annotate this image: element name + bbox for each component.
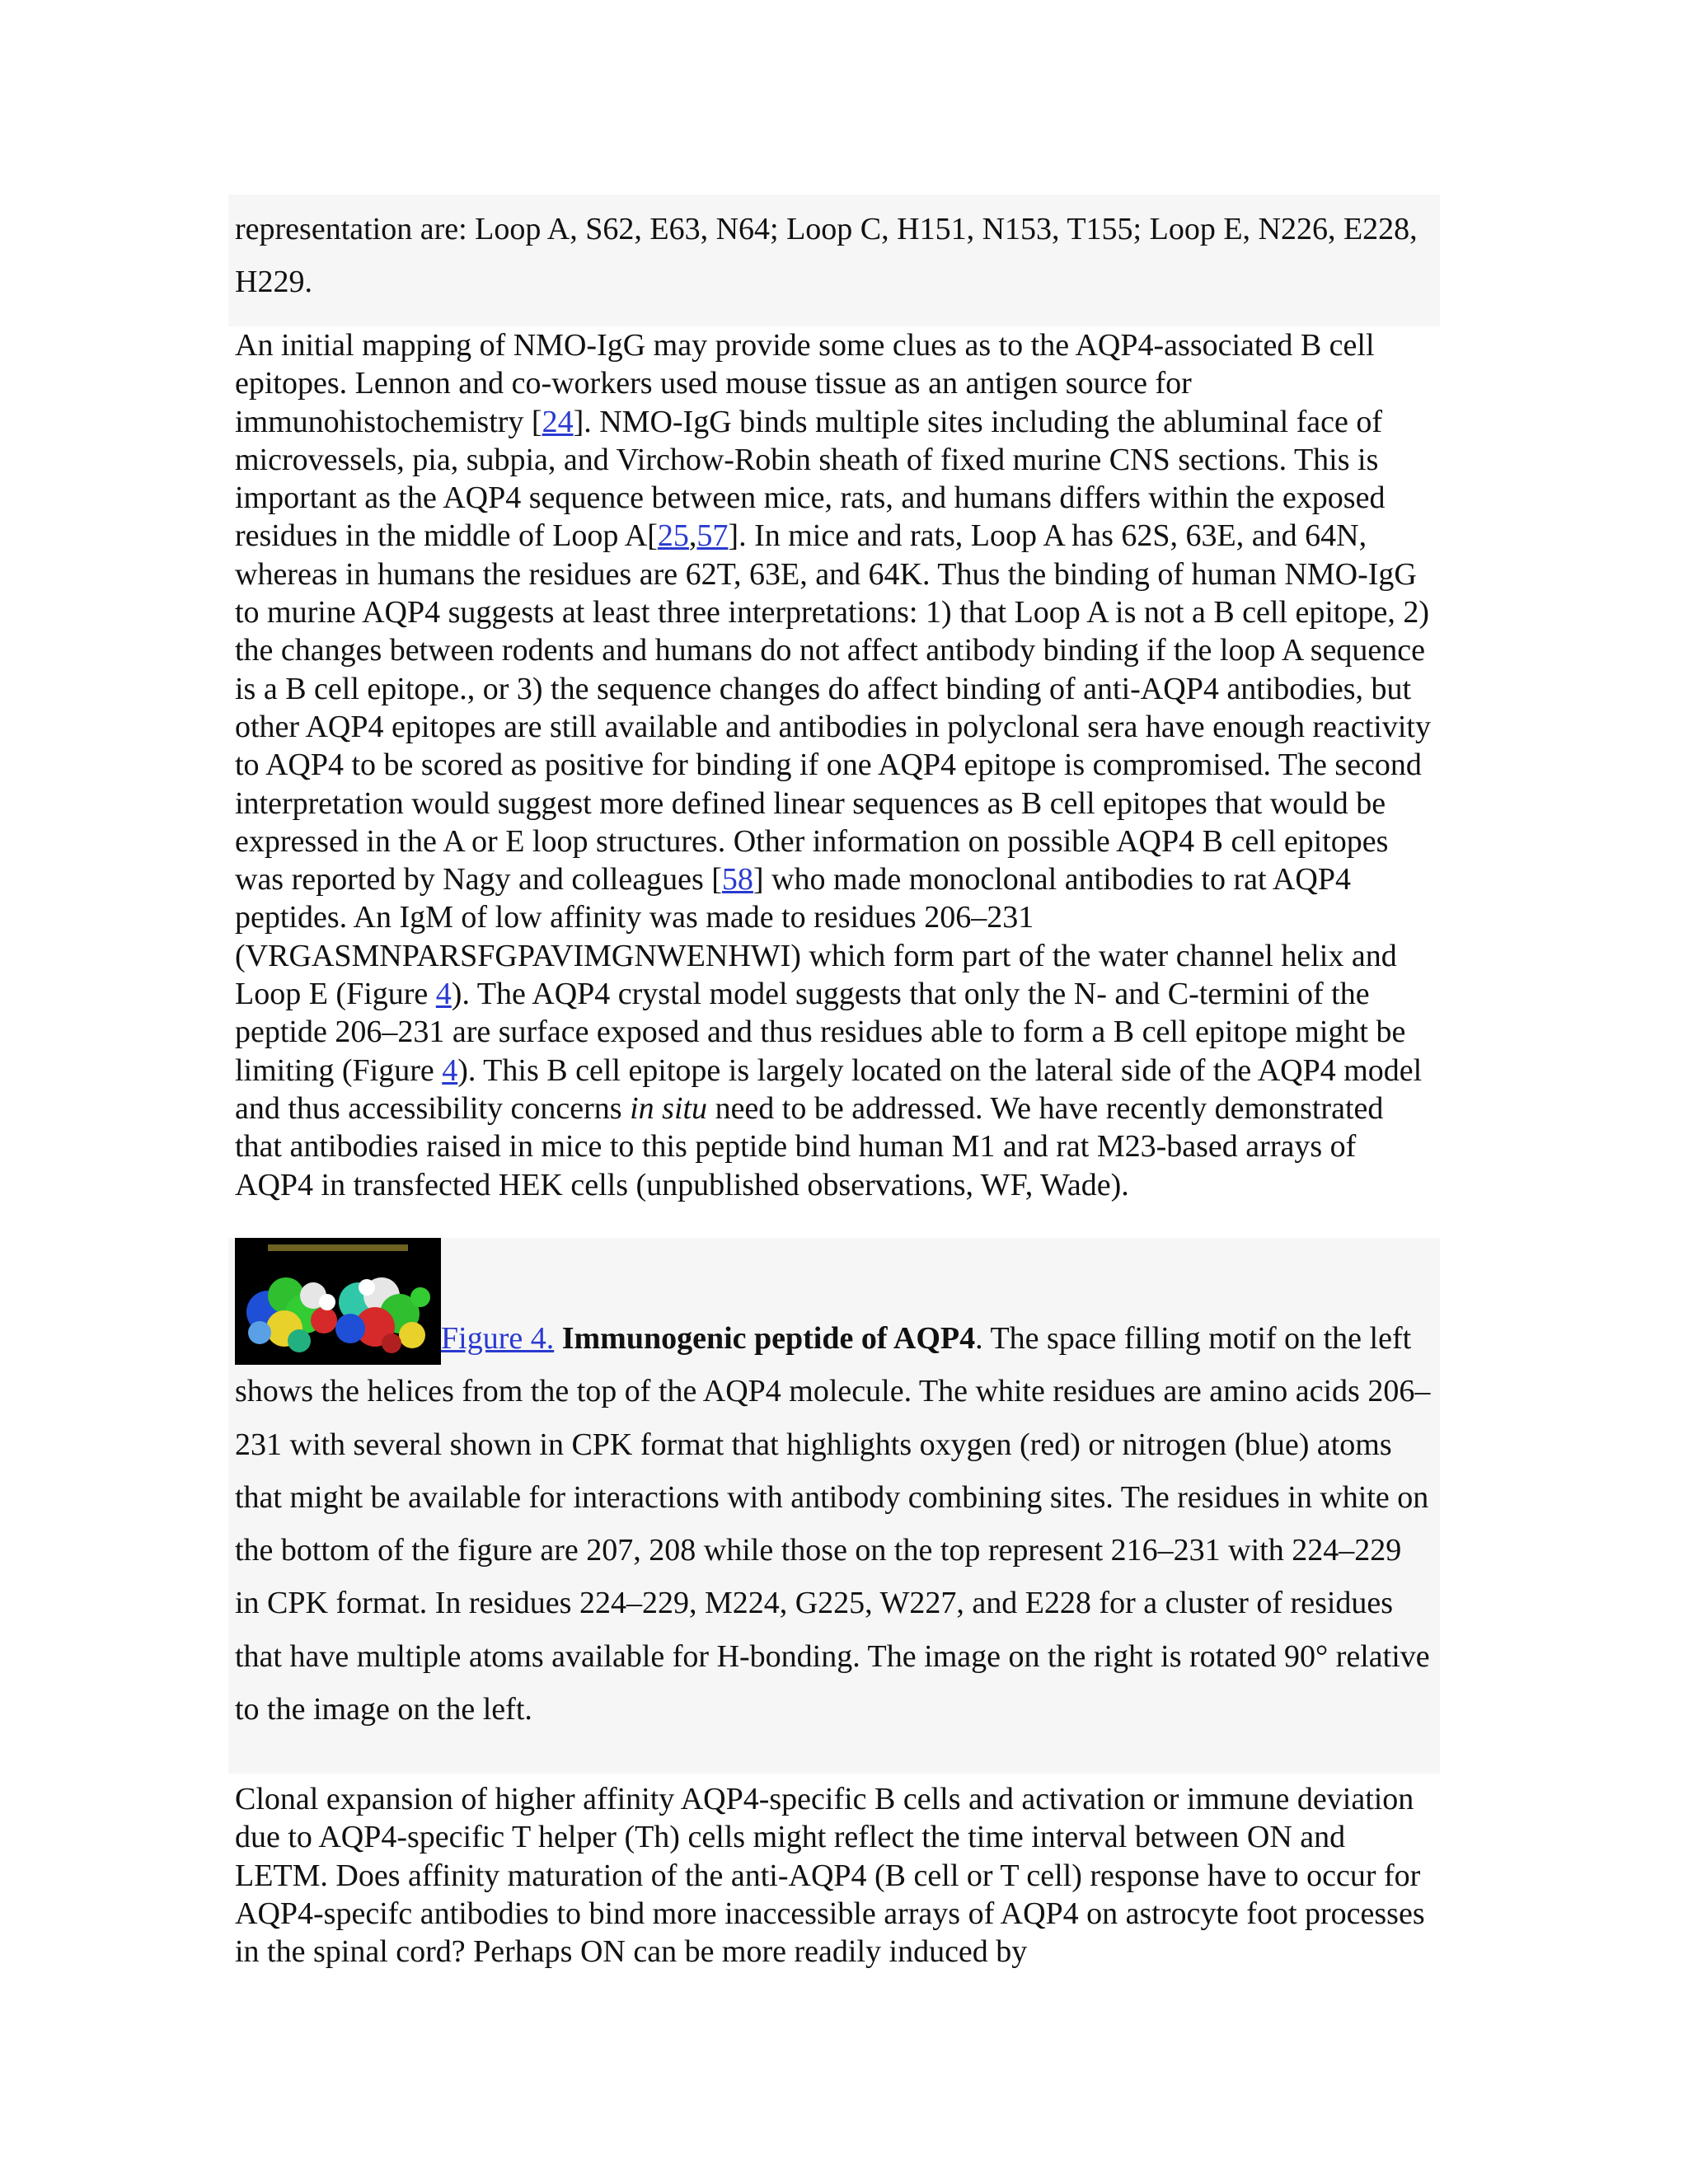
figure-caption-text: . The space filling motif on the left shows the helices from the top of the AQP4 molecule. The white residues are amino acids 206–231 with several shown in CPK format that highlights oxygen (red) or nitrogen (blue) atoms that might be available for interactions with antibody combining sites. The residues in white on the bottom of the figure are 207, 208 while those on the top represent 216–231 with 224–229 in CPK format. In residues 224–229, M224, G225, W227, and E228 for a cluster of residues that have multiple atoms available for H-bonding. The image on the right is rotated 90° relative to the image on the left. — [235, 1321, 1431, 1727]
main-text-7: ). This B cell epitope is largely located on the lateral side of the AQP4 model and thus accessibility concerns — [235, 1052, 1423, 1126]
main-text-4: ]. In mice and rats, Loop A has 62S, 63E, and 64N, whereas in humans the residues are 62T, 63E, and 64K. Thus the binding of human NMO-IgG to murine AQP4 suggests at least three interpretations: 1) that Loop A is not a B cell epitope, 2) the changes between rodents and humans do not affect antibody binding if the loop A sequence is a B cell epitope., or 3) the sequence changes do affect binding of anti-AQP4 antibodies, but other AQP4 epitopes are still available and antibodies in polyclonal sera have enough reactivity to AQP4 to be scored as positive for binding if one AQP4 epitope is compromised. The second interpretation would suggest more defined linear sequences as B cell epitopes that would be expressed in the A or E loop structures. Other information on possible AQP4 B cell epitopes was reported by Nagy and colleagues [ — [235, 518, 1431, 898]
main-text-1: An initial mapping of NMO-IgG may provide some clues as to the AQP4-associated B cell epitopes. Lennon and co-workers used mouse tissue as an antigen source for immunohistochemistry [ — [235, 328, 1375, 439]
bottom-paragraph-text: Clonal expansion of higher affinity AQP4-specific B cells and activation or immune deviation due to AQP4-specific T helper (Th) cells might reflect the time interval between ON and LETM. Does affinity maturation of the anti-AQP4 (B cell or T cell) response have to occur for AQP4-specifc antibodies to bind more inaccessible arrays of AQP4 on astrocyte foot processes in the spinal cord? Perhaps ON can be more readily induced by — [235, 1782, 1425, 1970]
figure-ref-link-2[interactable]: 4 — [442, 1052, 458, 1088]
main-text-2: ]. NMO-IgG binds multiple sites including the abluminal face of microvessels, pia, subpia, and Virchow-Robin sheath of fixed murine CNS sections. This is important as the AQP4 sequence between mice, rats, and humans differs within the exposed residues in the middle of Loop A[ — [235, 404, 1386, 554]
figure-caption-block — [228, 1238, 1440, 1774]
italic-in-situ: in situ — [630, 1090, 708, 1126]
ref-link-24[interactable]: 24 — [542, 404, 574, 439]
bottom-paragraph — [228, 1780, 1440, 1971]
main-paragraph — [228, 326, 1440, 1204]
top-paragraph — [228, 194, 1440, 326]
ref-link-25[interactable]: 25 — [657, 518, 689, 554]
figure-ref-link-1[interactable]: 4 — [435, 977, 452, 1012]
figure-4-link[interactable]: Figure 4. — [441, 1321, 555, 1356]
main-text-5: ] who made monoclonal antibodies to rat AQP4 peptides. An IgM of low affinity was made to residues 206–231 (VRGASMNPARSFGPAVIMGNWENHWI) which form part of the water channel helix and Loop E (Figure — [235, 862, 1397, 1012]
figure-title: Immunogenic peptide of AQP4 — [561, 1321, 976, 1356]
main-text-8: need to be addressed. We have recently demonstrated that antibodies raised in mice to this peptide bind human M1 and rat M23-based arrays of AQP4 in transfected HEK cells (unpublished observations, WF, Wade). — [235, 1090, 1384, 1202]
figure-4-thumbnail[interactable] — [235, 1238, 441, 1365]
main-text-6: ). The AQP4 crystal model suggests that only the N- and C-termini of the peptide 206–231 are surface exposed and thus residues able to form a B cell epitope might be limiting (Figure — [235, 977, 1406, 1088]
ref-link-57[interactable]: 57 — [696, 518, 729, 554]
top-paragraph-text: representation are: Loop A, S62, E63, N64; Loop C, H151, N153, T155; Loop E, N226, E228, H229. — [235, 212, 1418, 299]
ref-link-58[interactable]: 58 — [721, 862, 753, 898]
main-text-3: , — [688, 518, 697, 554]
